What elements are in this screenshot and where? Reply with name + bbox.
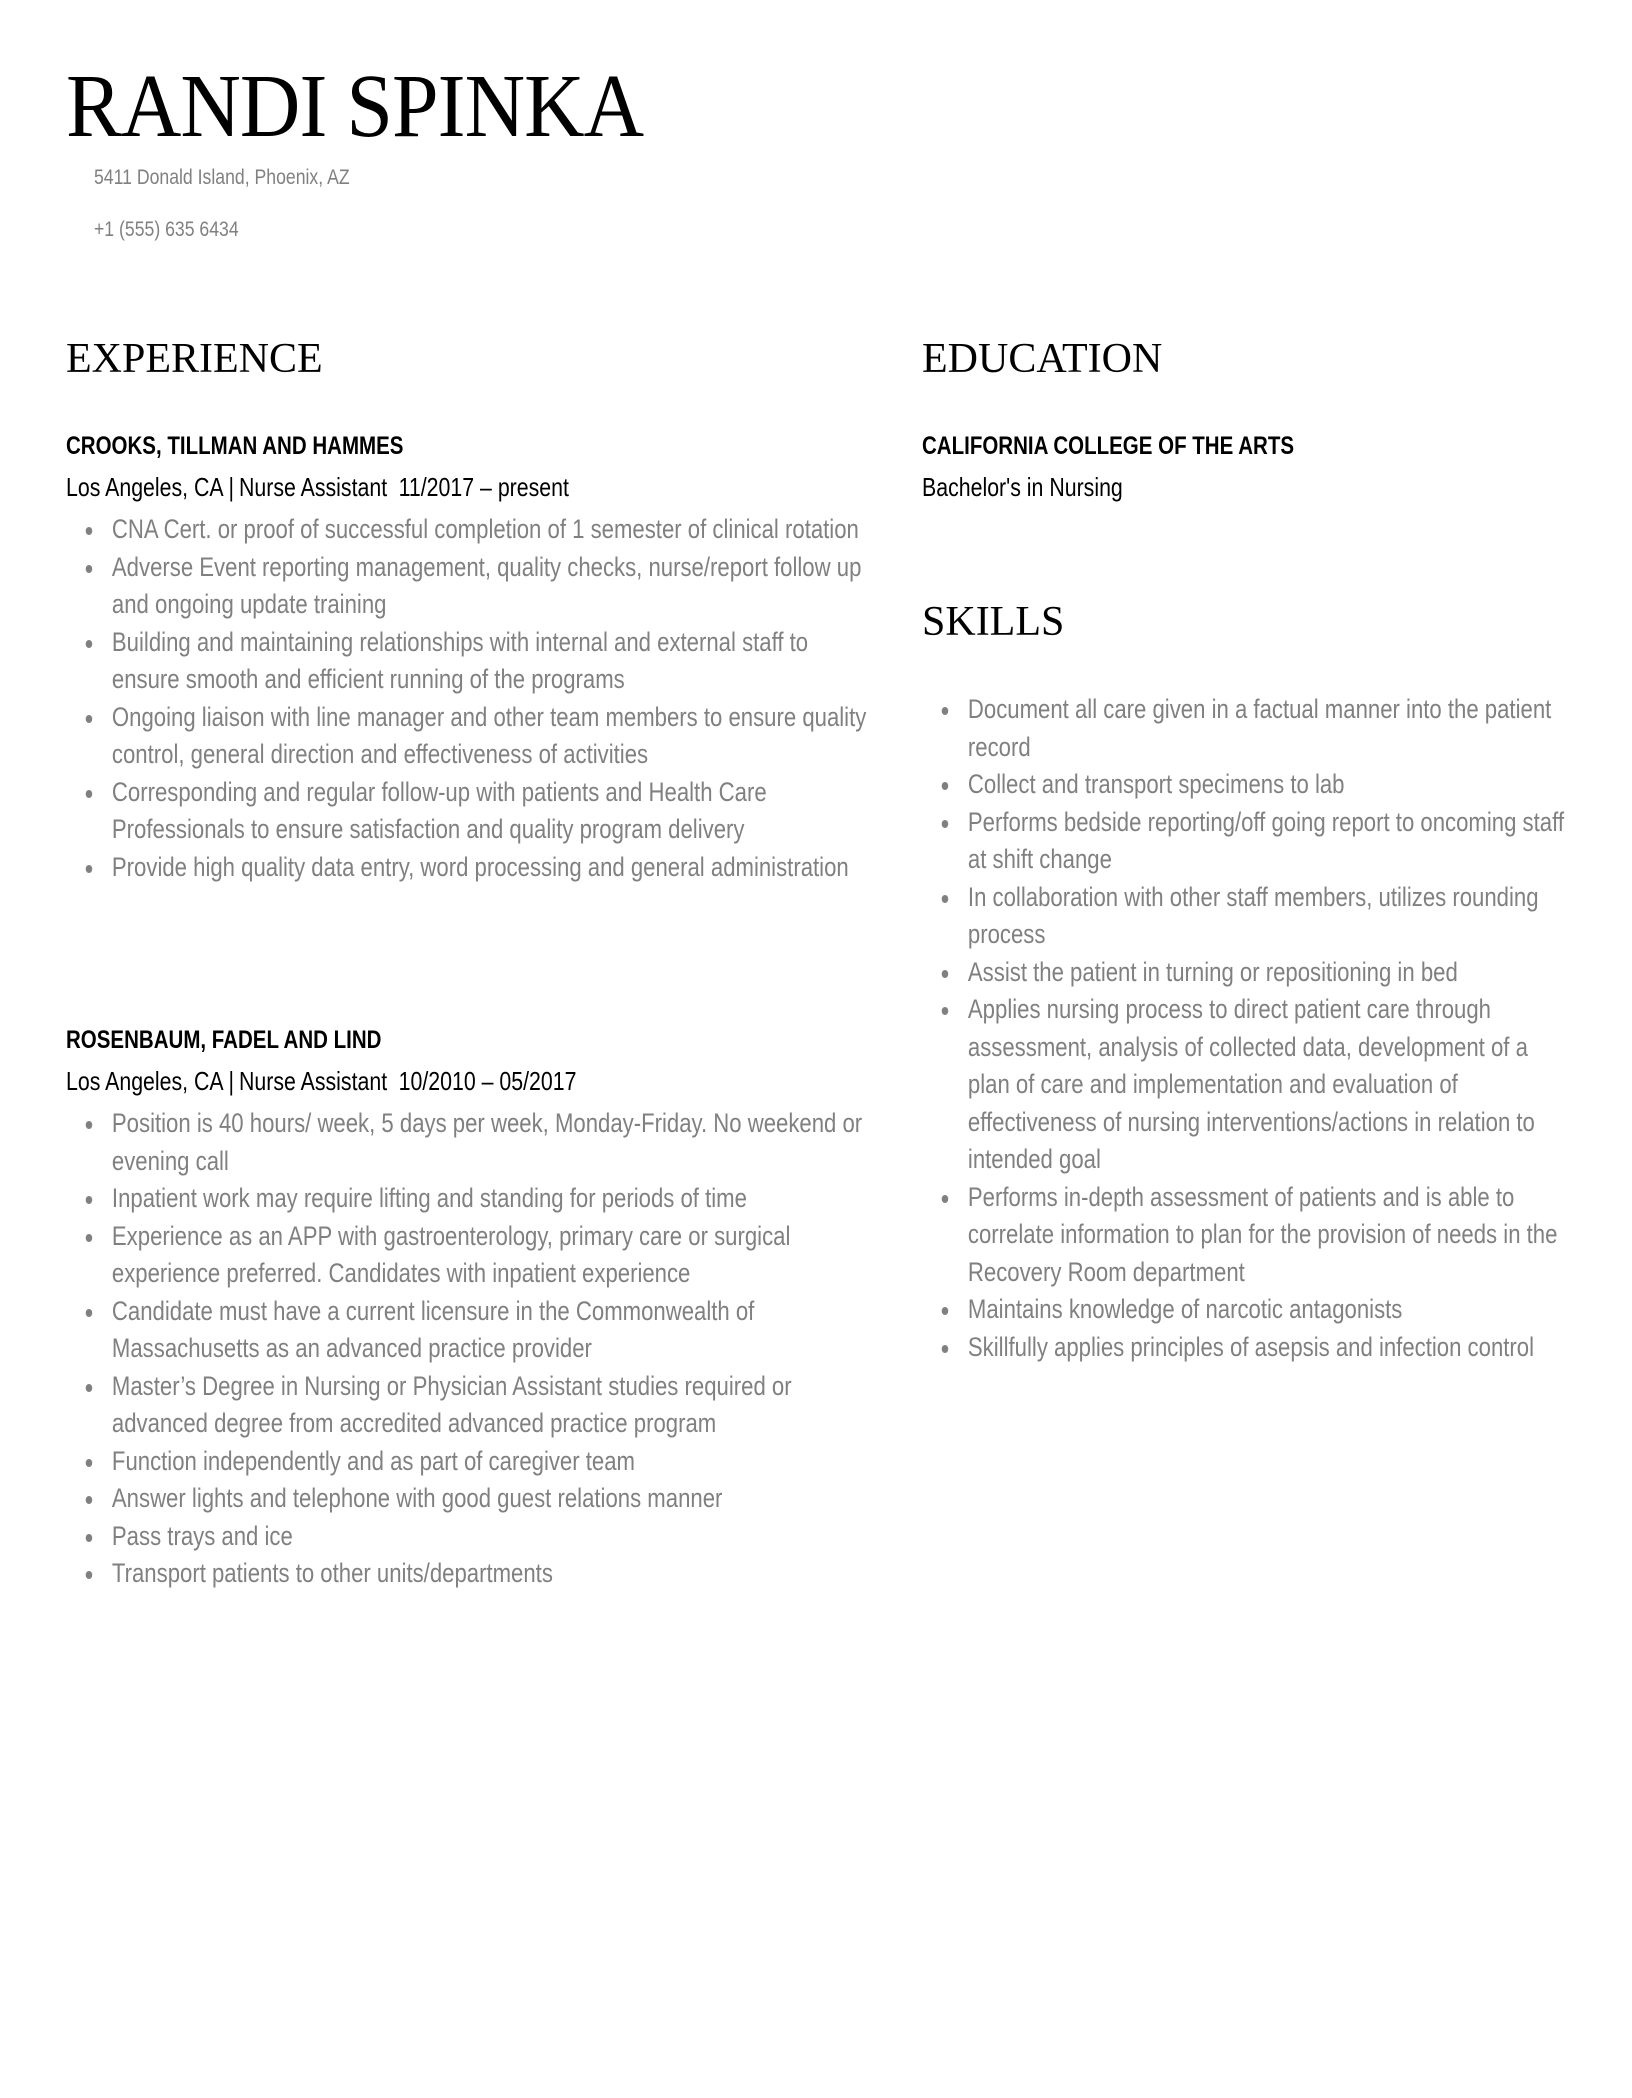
list-item (66, 1480, 866, 1518)
list-item (66, 699, 866, 774)
job-title: Nurse Assistant (239, 472, 388, 502)
job-bullets (66, 1105, 866, 1593)
job-meta (66, 466, 866, 508)
list-item-text: Performs in-depth assessment of patients and is able to correlate information to plan for the provision of needs in the Recovery Room department (967, 1181, 1558, 1287)
list-item-text: Corresponding and regular follow-up with patients and Health Care Professionals to ensure satisfaction and quality program delivery (111, 776, 767, 844)
list-item (922, 691, 1566, 766)
contact-address: 5411 Donald Island, Phoenix, AZ (94, 166, 350, 189)
candidate-name: RANDI SPINKA (66, 57, 644, 156)
list-item (66, 1293, 866, 1368)
list-item-text: Transport patients to other units/departments (111, 1558, 553, 1588)
job-location: Los Angeles, CA (66, 472, 224, 502)
list-item-text: In collaboration with other staff members, utilizes rounding process (967, 881, 1539, 949)
list-item (66, 1180, 866, 1218)
section-heading-skills: SKILLS (922, 599, 1065, 645)
bullet-icon (86, 715, 93, 723)
list-item (66, 849, 866, 887)
bullet-icon (942, 970, 949, 978)
list-item-text: Applies nursing process to direct patient care through assessment, analysis of collected data, development of a plan of care and implementation and evaluation of effectiveness of nursing interventions/actions in relation to intended goal (967, 994, 1535, 1174)
list-item-text: Performs bedside reporting/off going report to oncoming staff at shift change (967, 806, 1564, 874)
bullet-icon (86, 1496, 93, 1504)
bullet-icon (86, 1384, 93, 1392)
list-item-text: Maintains knowledge of narcotic antagonists (967, 1294, 1403, 1324)
list-item-text: Function independently and as part of caregiver team (111, 1445, 635, 1476)
list-item (66, 1555, 866, 1593)
bullet-icon (86, 1234, 93, 1242)
list-item (66, 1368, 866, 1443)
education-entry (922, 426, 1566, 508)
list-item (922, 1179, 1566, 1292)
job-entry (66, 426, 866, 886)
meta-separator: | (228, 472, 235, 502)
skills-list (922, 691, 1566, 1366)
list-item-text: Experience as an APP with gastroenterology, primary care or surgical experience preferred. Candidates with inpatient experience (111, 1220, 791, 1288)
list-item (922, 804, 1566, 879)
list-item (922, 954, 1566, 992)
list-item-text: Adverse Event reporting management, quality checks, nurse/report follow up and ongoing update training (111, 551, 862, 619)
section-heading-education: EDUCATION (922, 336, 1163, 382)
bullet-icon (942, 1007, 949, 1015)
list-item-text: Provide high quality data entry, word processing and general administration (111, 851, 849, 882)
job-bullets (66, 511, 866, 886)
bullet-icon (942, 1307, 949, 1315)
list-item-text: CNA Cert. or proof of successful completion of 1 semester of clinical rotation (111, 514, 859, 544)
bullet-icon (86, 790, 93, 798)
job-dates: 11/2017 – present (398, 472, 569, 502)
company-name: ROSENBAUM, FADEL AND LIND (66, 1026, 382, 1054)
school-name: CALIFORNIA COLLEGE OF THE ARTS (922, 432, 1295, 460)
bullet-icon (86, 1309, 93, 1317)
section-heading-experience: EXPERIENCE (66, 336, 323, 382)
bullet-icon (86, 1571, 93, 1579)
list-item (66, 1105, 866, 1180)
list-item-text: Answer lights and telephone with good guest relations manner (111, 1483, 723, 1513)
list-item (922, 879, 1566, 954)
job-title: Nurse Assistant (239, 1066, 388, 1096)
list-item (922, 766, 1566, 804)
list-item (922, 991, 1566, 1179)
list-item (66, 624, 866, 699)
skills-block (922, 688, 1566, 1366)
degree: Bachelor's in Nursing (922, 472, 1123, 502)
bullet-icon (942, 1195, 949, 1203)
bullet-icon (86, 1196, 93, 1204)
bullet-icon (86, 1121, 93, 1129)
list-item-text: Skillfully applies principles of asepsis and infection control (967, 1331, 1535, 1362)
bullet-icon (942, 707, 949, 715)
job-entry (66, 1020, 866, 1593)
bullet-icon (86, 1459, 93, 1467)
list-item (66, 511, 866, 549)
list-item (66, 1218, 866, 1293)
list-item (66, 1518, 866, 1556)
bullet-icon (942, 820, 949, 828)
job-location: Los Angeles, CA (66, 1066, 224, 1096)
list-item-text: Collect and transport specimens to lab (967, 769, 1345, 799)
bullet-icon (942, 1345, 949, 1353)
list-item-text: Assist the patient in turning or repositioning in bed (967, 956, 1458, 987)
bullet-icon (942, 782, 949, 790)
meta-separator: | (228, 1066, 235, 1096)
list-item-text: Candidate must have a current licensure in the Commonwealth of Massachusetts as an advanced practice provider (111, 1295, 755, 1363)
list-item (66, 549, 866, 624)
bullet-icon (86, 565, 93, 573)
list-item (922, 1329, 1566, 1367)
list-item-text: Pass trays and ice (111, 1520, 293, 1551)
list-item-text: Inpatient work may require lifting and standing for periods of time (111, 1183, 747, 1213)
list-item-text: Master’s Degree in Nursing or Physician Assistant studies required or advanced degree from accredited advanced practice program (111, 1370, 792, 1438)
company-name: CROOKS, TILLMAN AND HAMMES (66, 432, 404, 460)
bullet-icon (86, 865, 93, 873)
bullet-icon (86, 640, 93, 648)
list-item-text: Position is 40 hours/ week, 5 days per week, Monday-Friday. No weekend or evening call (111, 1108, 863, 1176)
list-item-text: Building and maintaining relationships with internal and external staff to ensure smooth and efficient running of the programs (111, 626, 809, 694)
list-item (66, 1443, 866, 1481)
bullet-icon (86, 527, 93, 535)
contact-phone: +1 (555) 635 6434 (94, 218, 239, 241)
job-dates: 10/2010 – 05/2017 (398, 1066, 577, 1096)
bullet-icon (86, 1534, 93, 1542)
list-item (922, 1291, 1566, 1329)
list-item (66, 774, 866, 849)
bullet-icon (942, 895, 949, 903)
job-meta (66, 1060, 866, 1102)
list-item-text: Ongoing liaison with line manager and other team members to ensure quality control, general direction and effectiveness of activities (111, 701, 867, 769)
list-item-text: Document all care given in a factual manner into the patient record (967, 694, 1552, 762)
